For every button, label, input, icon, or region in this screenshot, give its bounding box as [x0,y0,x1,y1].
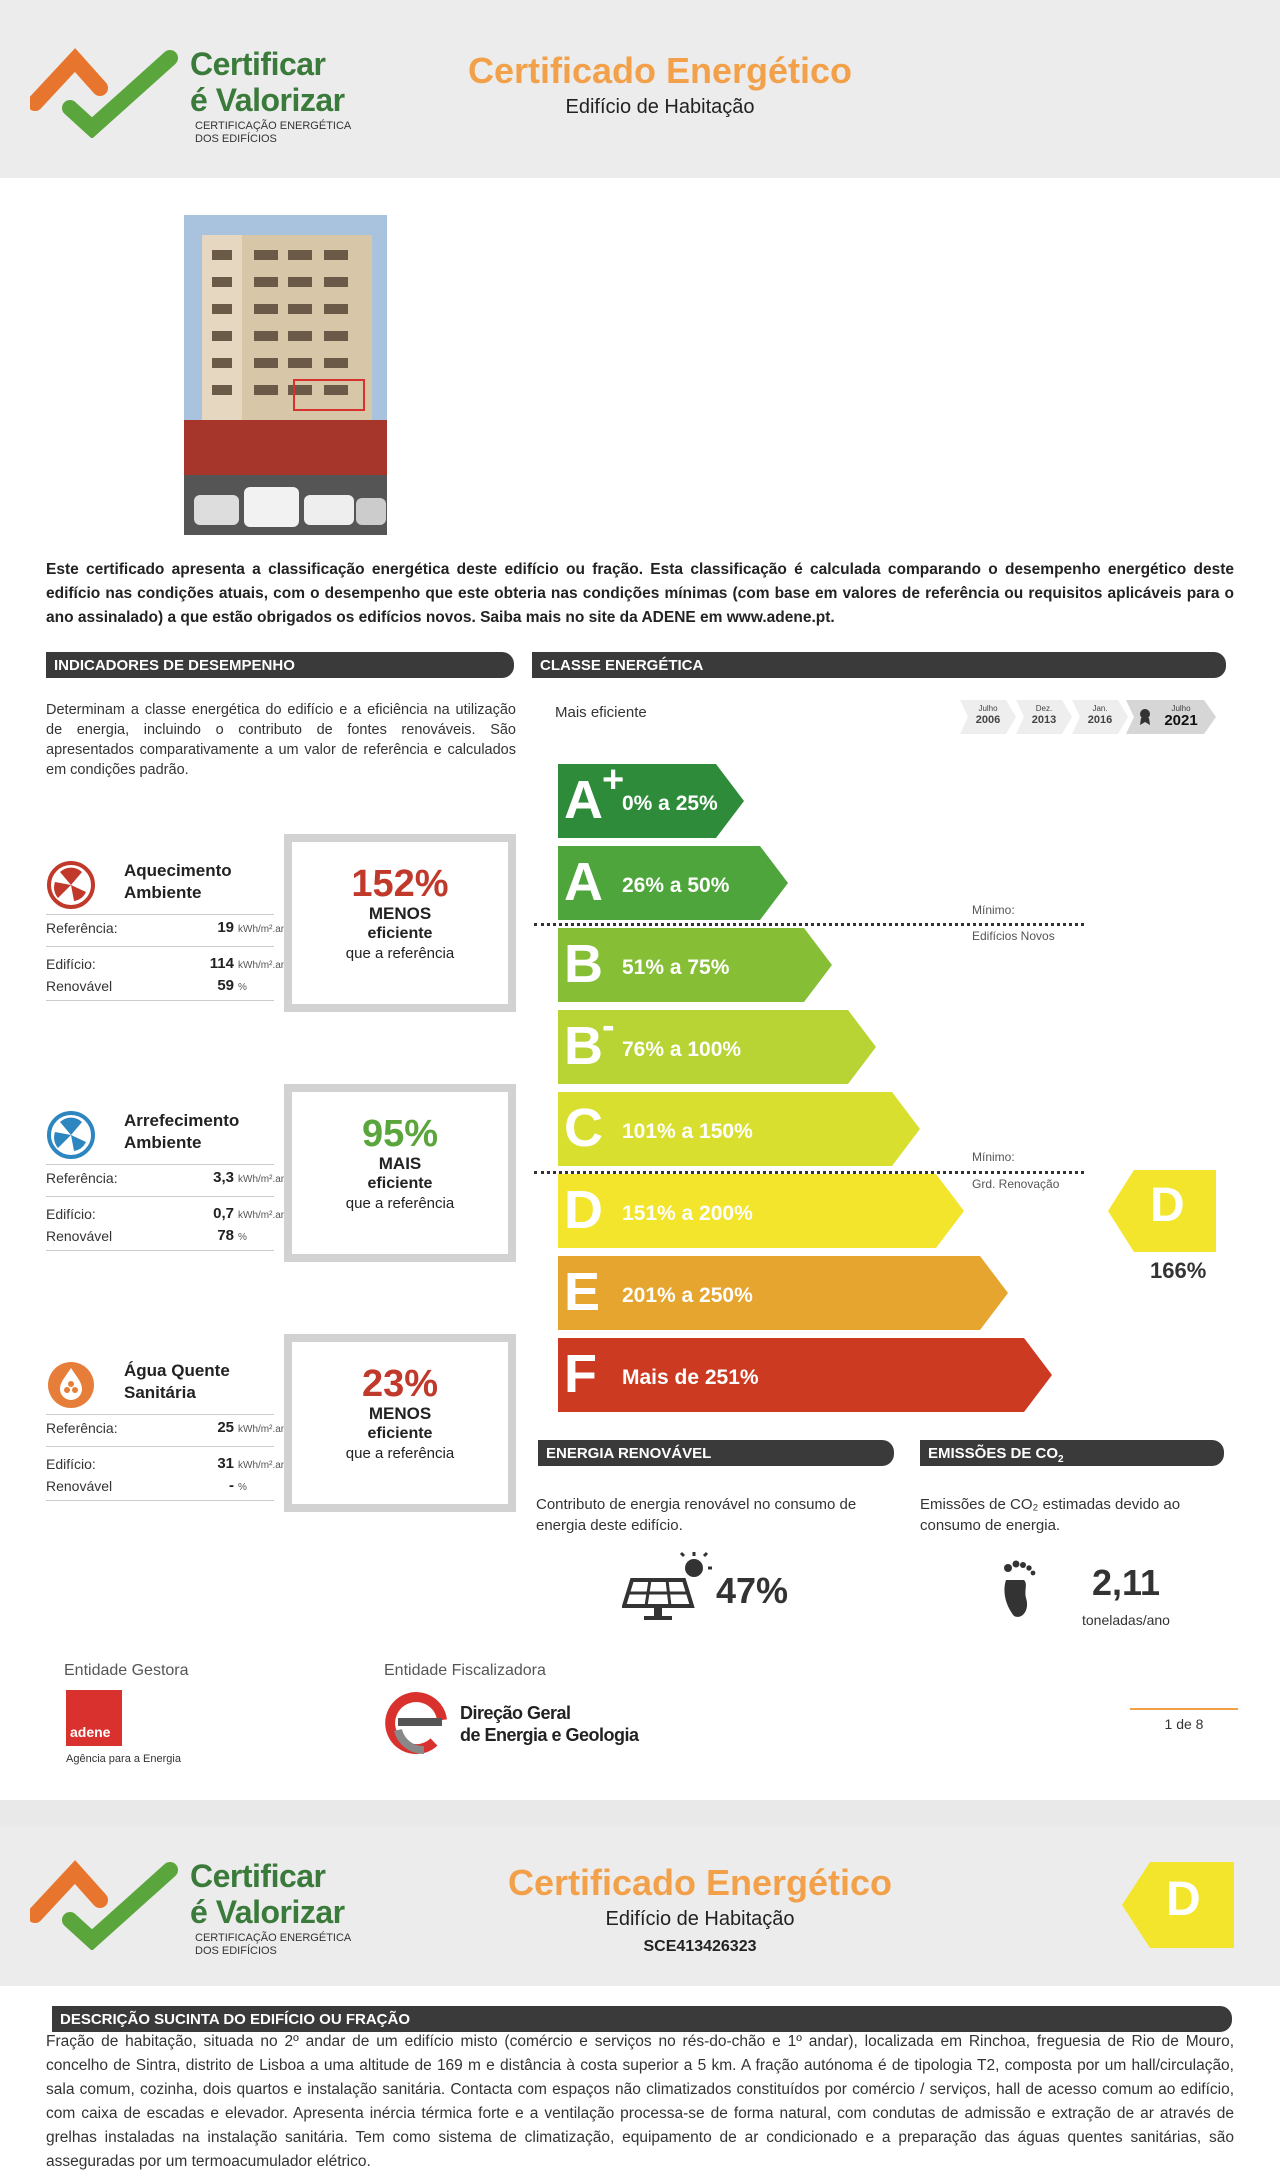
co2-heading-text: EMISSÕES DE CO [928,1445,1059,1462]
comparison-box [284,1084,516,1262]
comparison-efficient: eficiente [367,925,433,942]
building-description: Fração de habitação, situada no 2º andar de um edifício misto (comércio e serviços no rés-do-chão e 1º andar), localizada em Rinchoa, freguesia de Rio de Mouro, concelho de Sintra, distrito de Lisboa a uma altitude de 169 m e distância à costa superior a 5 km. A fração autónoma é de tipologia T2, composta por um hall/circulação, sala comum, cozinha, dois quartos e instalação sanitária. Contacta com espaços não climatizados constituídos por comércio / serviços, hall de acesso comum ao edifício, com caixa de escadas e elevador. Apresenta inércia térmica forte e a ventilação processa-se de forma natural, com condutas de admissão e extração de ar através de grelhas instaladas na instalação sanitária. Tem como sistema de climatização, equipamento de ar condicionado e a preparação das águas quentes sanitárias, são asseguradas por um termoacumulador elétrico. [46,2033,1234,2170]
current-class-letter: D [1150,1179,1185,1232]
certificate-page-2 [0,1826,1280,2181]
comparison-direction: MENOS [368,1404,432,1423]
renewable-unit: % [238,1232,247,1243]
dgeg-logo [384,1690,724,1760]
class-badge [1122,1862,1234,1948]
building-unit: kWh/m².ano [238,960,292,971]
comparison-box [284,834,516,1012]
current-class-marker [1108,1170,1216,1252]
building-description-heading: DESCRIÇÃO SUCINTA DO EDIFÍCIO OU FRAÇÃO [52,2006,1232,2032]
min-renovation-label: Mínimo: [972,1150,1015,1164]
co2-unit: toneladas/ano [1082,1612,1170,1628]
renewable-value: - [229,1477,234,1494]
energy-band-2 [558,846,788,920]
logo-line-3: CERTIFICAÇÃO ENERGÉTICA DOS EDIFÍCIOS [195,1932,351,1957]
comparison-percent: 152% [351,863,449,905]
min-new-buildings-line [534,923,1084,926]
reference-value: 19 [217,919,234,936]
page-header [0,1826,1280,1986]
band-modifier: - [602,1005,615,1047]
band-range: 26% a 50% [622,874,730,897]
band-letter: C [564,1098,603,1158]
building-unit: kWh/m².ano [238,1210,292,1221]
building-value: 0,7 [213,1205,234,1222]
energy-band-6 [558,1174,964,1248]
period-2016 [1072,700,1128,734]
co2-value: 2,11 [1092,1562,1161,1603]
period-month: Dez. [1035,704,1053,713]
indicator-name: Arrefecimento Ambiente [124,1111,240,1152]
certificar-logo [30,40,380,150]
document-subtitle: Edifício de Habitação [605,1908,795,1930]
energy-class-heading: CLASSE ENERGÉTICA [532,652,1226,678]
certificar-logo [30,1852,380,1962]
indicator-heating [46,846,526,996]
adene-subtitle: Agência para a Energia [66,1753,181,1765]
renewable-description: Contributo de energia renovável no consumo de energia deste edifício. [536,1496,857,1534]
reference-unit: kWh/m².ano [238,1174,292,1185]
period-month: Julho [978,704,998,713]
min-renovation-value: Grd. Renovação [972,1177,1060,1191]
band-modifier: + [602,759,625,801]
solar-panel-icon [622,1550,714,1622]
adene-logo-text: adene [70,1724,111,1740]
renewable-unit: % [238,982,247,993]
energy-band-5 [558,1092,920,1166]
band-letter: D [564,1180,603,1240]
logo-line-1: Certificar [190,1858,326,1894]
page-number: 1 de 8 [1164,1716,1204,1732]
logo-line-2: é Valorizar [190,1894,345,1930]
energy-band-4 [558,1005,876,1084]
building-value: 31 [217,1455,234,1472]
energy-band-8 [558,1338,1052,1412]
min-renovation-line [534,1171,1084,1174]
comparison-reference: que a referência [345,945,455,962]
adene-logo [66,1690,122,1746]
min-new-label: Mínimo: [972,903,1015,917]
comparison-percent: 95% [361,1113,439,1155]
band-range: 151% a 200% [622,1202,753,1225]
building-photo [184,215,387,535]
managing-entity-label: Entidade Gestora [64,1662,189,1679]
page-header [0,0,1280,178]
renewable-value: 78 [217,1227,234,1244]
building-unit: kWh/m².ano [238,1460,292,1471]
indicator-name: Aquecimento Ambiente [124,861,232,902]
cooling-icon [46,1110,96,1160]
document-title: Certificado Energético [467,50,853,91]
renewable-heading: ENERGIA RENOVÁVEL [538,1440,894,1466]
logo-check-icon [30,1860,180,1950]
document-subtitle: Edifício de Habitação [565,96,755,118]
indicator-hot-water [46,1346,526,1496]
band-range: 0% a 25% [622,792,718,815]
renewable-value: 59 [217,977,234,994]
dgeg-line-1: Direção Geral [460,1703,571,1723]
energy-band-7 [558,1256,1008,1330]
reference-unit: kWh/m².ano [238,924,292,935]
dgeg-emblem-icon [384,1690,450,1756]
comparison-efficient: eficiente [367,1425,433,1442]
logo-line-2: é Valorizar [190,82,345,118]
renewable-label: Renovável [46,1478,113,1494]
band-range: 51% a 75% [622,956,730,979]
period-year: 2013 [1031,714,1057,726]
certificate-code: SCE413426323 [643,1938,757,1955]
indicator-name: Água Quente Sanitária [124,1361,230,1402]
indicator-cooling [46,1096,526,1246]
reference-label: Referência: [46,1170,118,1186]
reference-label: Referência: [46,1420,118,1436]
band-range: Mais de 251% [622,1366,759,1389]
renewable-value: 47% [716,1570,789,1611]
renewable-label: Renovável [46,978,113,994]
comparison-efficient: eficiente [367,1175,433,1192]
comparison-box [284,1334,516,1512]
co2-description: Emissões de CO₂ estimadas devido ao consumo de energia. [920,1496,1181,1534]
period-year: 2021 [1164,712,1198,729]
period-2006 [960,700,1016,734]
period-2021-selected [1126,700,1216,734]
co2-heading-sub: 2 [1058,1454,1064,1465]
band-letter: E [564,1262,601,1322]
document-title: Certificado Energético [507,1862,893,1903]
indicators-description: Determinam a classe energética do edifício e a eficiência na utilização de energia, incluindo o contributo de fontes renováveis. São apresentados comparativamente a um valor de referência e calculados em condições padrão. [46,702,516,778]
comparison-direction: MENOS [368,904,432,923]
reference-label: Referência: [46,920,118,936]
band-range: 101% a 150% [622,1120,753,1143]
period-month: Julho [1171,704,1191,713]
page-number-rule [1130,1708,1238,1710]
band-letter: B [564,1016,603,1076]
band-letter: A [564,852,603,912]
heating-icon [46,860,96,910]
band-range: 201% a 250% [622,1284,753,1307]
comparison-direction: MAIS [378,1154,422,1173]
footprint-icon [998,1558,1040,1620]
most-efficient-label: Mais eficiente [555,704,647,721]
comparison-reference: que a referência [345,1195,455,1212]
logo-line-1: Certificar [190,46,326,82]
supervising-entity-label: Entidade Fiscalizadora [384,1662,546,1679]
band-letter: F [564,1344,597,1404]
building-label: Edifício: [46,956,96,972]
comparison-reference: que a referência [345,1445,455,1462]
min-new-value: Edifícios Novos [972,929,1055,943]
reference-value: 25 [217,1419,234,1436]
hot-water-icon [46,1360,96,1410]
energy-band-3 [558,928,832,1002]
band-letter: B [564,934,603,994]
period-year: 2006 [975,714,1001,726]
period-month: Jan. [1092,704,1108,713]
building-label: Edifício: [46,1456,96,1472]
renewable-unit: % [238,1482,247,1493]
energy-band-1 [558,759,744,838]
comparison-percent: 23% [361,1363,439,1405]
band-range: 76% a 100% [622,1038,742,1061]
intro-text: Este certificado apresenta a classificação energética deste edifício ou fração. Esta classificação é calculada comparando o desempenho energético deste edifício nas condições atuais, com o desempenho que este obteria nas condições mínimas (com base em valores de referência ou requisitos aplicáveis para o ano assinalado) a que estão obrigados os edifícios novos. Saiba mais no site da ADENE em www.adene.pt. [46,561,1234,626]
co2-heading [920,1440,1224,1466]
indicators-heading: INDICADORES DE DESEMPENHO [46,652,514,678]
reference-unit: kWh/m².ano [238,1424,292,1435]
reference-value: 3,3 [213,1169,234,1186]
logo-line-3: CERTIFICAÇÃO ENERGÉTICA DOS EDIFÍCIOS [195,120,351,145]
period-2013 [1016,700,1072,734]
logo-check-icon [30,48,180,138]
building-value: 114 [209,955,234,972]
dgeg-line-2: de Energia e Geologia [460,1725,639,1745]
renewable-label: Renovável [46,1228,113,1244]
band-letter: A [564,770,603,830]
class-badge-letter: D [1166,1873,1201,1926]
current-class-percent: 166% [1150,1258,1207,1283]
period-year: 2016 [1087,714,1113,726]
building-label: Edifício: [46,1206,96,1222]
